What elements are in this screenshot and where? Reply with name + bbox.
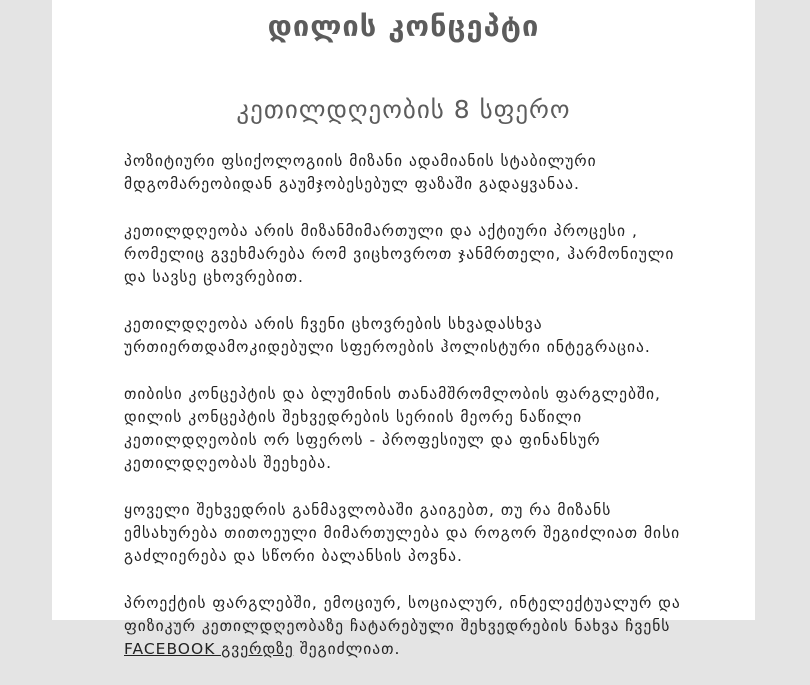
paragraph-6 [124, 592, 684, 661]
article-body [124, 150, 684, 685]
paragraph-3: კეთილდღეობა არის ჩვენი ცხოვრების სხვადასხვა ურთიერთდამოკიდებული სფეროების ჰოლისტური ინტეგრაცია. [124, 315, 651, 356]
facebook-page-link[interactable]: FACEBOOK გვერდზე [124, 640, 294, 658]
paragraph-5: ყოველი შეხვედრის განმავლობაში გაიგებთ, თუ რა მიზანს ემსახურება თითოეული მიმართულება და როგორ შეგიძლიათ მისი გაძლიერება და სწორი ბალანსის პოვნა. [124, 501, 681, 565]
paragraph-2: კეთილდღეობა არის მიზანმიმართული და აქტიური პროცესი , რომელიც გვეხმარება რომ ვიცხოვროთ ჯანმრთელი, ჰარმონიული და სავსე ცხოვრებით. [124, 222, 675, 286]
content-page [52, 0, 755, 658]
paragraph-4: თიბისი კონცეპტის და ბლუმინის თანამშრომლობის ფარგლებში, დილის კონცეპტის შეხვედრების სერიის მეორე ნაწილი კეთილდღეობის ორ სფეროს - პროფესიულ და ფინანსურ კეთილდღეობას შეეხება. [124, 385, 661, 472]
page-subtitle: კეთილდღეობის 8 სფერო [236, 95, 571, 124]
paragraph-6-text-after: შეგიძლიათ. [293, 640, 401, 658]
page-title: დილის კონცეპტი [267, 9, 540, 43]
paragraph-6-text-before: პროექტის ფარგლებში, ემოციურ, სოციალურ, ინტელექტუალურ და ფიზიკურ კეთილდღეობაზე ჩატარებული შეხვედრების ნახვა ჩვენს [124, 594, 681, 635]
paragraph-1: პოზიტიური ფსიქოლოგიის მიზანი ადამიანის სტაბილური მდგომარეობიდან გაუმჯობესებულ ფაზაში გადაყვანაა. [124, 152, 597, 193]
